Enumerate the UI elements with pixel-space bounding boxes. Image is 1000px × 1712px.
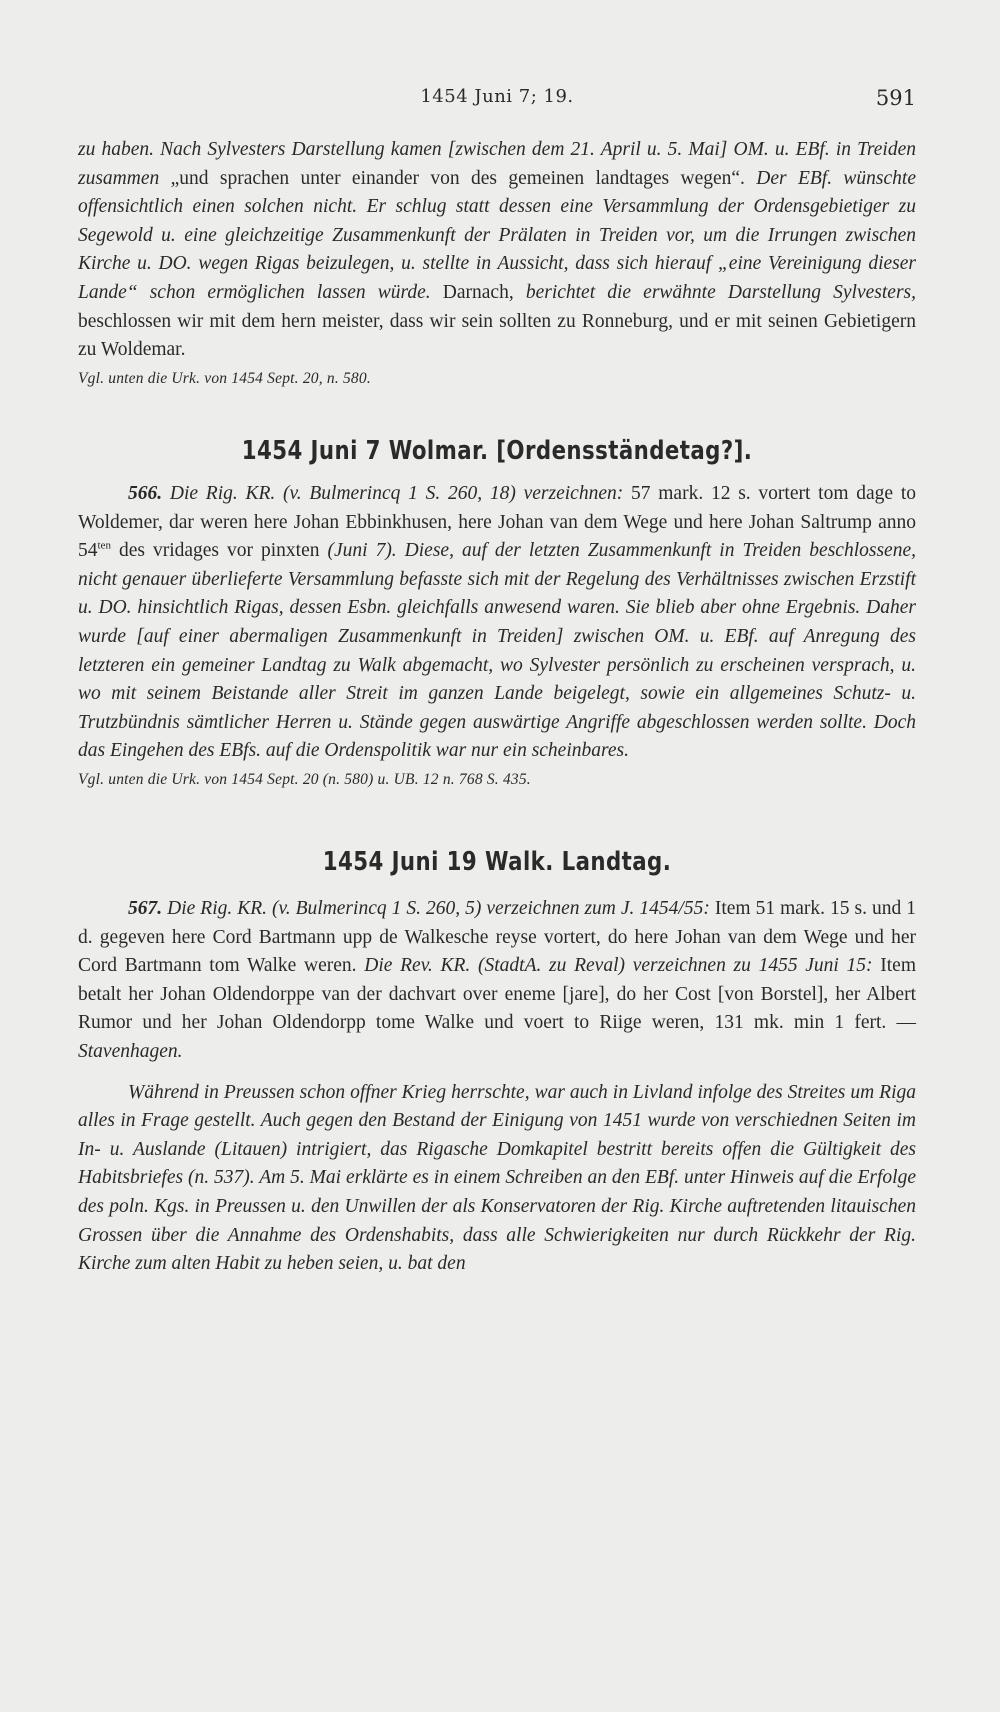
p1-text-3: Der EBf. wünschte offensichtlich einen solchen nicht. Er schlug statt dessen eine Versammlung der Ordensgebietiger zu Segewold u. eine gleichzeitige Zusammenkunft der Prälaten in Treiden vor, um die Irrungen zwischen Kirche u. DO. wegen Rigas beizulegen, u. stellte in Aussicht, dass sich hierauf „eine Vereinigung dieser Lande“ schon ermöglichen lassen würde.	[78, 167, 916, 303]
p3-text-3: Die Rev. KR. (StadtA. zu Reval) verzeichnen zu 1455 Juni 15:	[364, 955, 873, 977]
p3-text-2: Item 51 mark. 15 s. und 1 d. gegeven here Cord Bartmann upp de Walkesche reyse vortert, do here Johan van dem Wege und her Cord Bartmann tom Walke weren.	[78, 898, 916, 977]
running-head-date: 1454 Juni 7; 19.	[420, 86, 574, 107]
p3-text-1: Die Rig. KR. (v. Bulmerincq 1 S. 260, 5) verzeichnen zum J. 1454/55:	[162, 898, 710, 920]
page-number: 591	[875, 86, 916, 110]
paragraph-commentary: Während in Preussen schon offner Krieg herrschte, war auch in Livland infolge des Streites um Riga alles in Frage gestellt. Auch gegen den Bestand der Einigung von 1451 wurde von verschiednen Seiten im In- u. Auslande (Litauen) intrigiert, das Rigasche Domkapitel bestritt bereits offen die Gültigkeit des Habitsbriefes (n. 537). Am 5. Mai erklärte es in einem Schreiben an den EBf. unter Hinweis auf die Erfolge des poln. Kgs. in Preussen u. den Unwillen der als Konservatoren der Rig. Kirche auftretenden litauischen Grossen über die Annahme des Ordenshabits, dass alle Schwierigkeiten nur durch Rückkehr der Rig. Kirche zum alten Habit zu heben seien, u. bat den	[78, 1081, 916, 1275]
p2-text-3: des vridages vor pinxten	[110, 540, 328, 562]
entry-heading-567: 1454 Juni 19 Walk. Landtag.	[322, 847, 672, 878]
p3-text-5: Stavenhagen.	[78, 1041, 183, 1063]
paragraph-gap	[78, 1067, 916, 1079]
paragraph-566	[78, 480, 916, 766]
p2-text-1: Die Rig. KR. (v. Bulmerincq 1 S. 260, 18) verzeichnen:	[162, 482, 624, 504]
reference-note-2: Vgl. unten die Urk. von 1454 Sept. 20 (n. 580) u. UB. 12 n. 768 S. 435.	[78, 770, 531, 788]
p1-text-2: „und sprachen unter einander von des gemeinen landtages wegen“.	[159, 167, 757, 189]
entry-number-566: 566.	[128, 482, 163, 504]
p2-text-4: (Juni 7). Diese, auf der letzten Zusammenkunft in Treiden beschlossene, nicht genauer überlieferte Versammlung befasste sich mit der Regelung des Verhältnisses zwischen Erzstift u. DO. hinsichtlich Rigas, dessen Esbn. gleichfalls anwesend waren. Sie blieb aber ohne Ergebnis. Daher wurde [auf einer abermaligen Zusammenkunft in Treiden] zwischen OM. u. EBf. auf Anregung des letzteren ein gemeiner Landtag zu Walk abgemacht, wo Sylvester persönlich zu erscheinen versprach, u. wo mit seinem Beistande aller Streit im ganzen Lande beigelegt, sowie ein allgemeines Schutz- u. Trutzbündnis sämtlicher Herren u. Stände gegen auswärtige Angriffe abgeschlossen werden sollte. Doch das Eingehen des EBfs. auf die Ordenspolitik war nur ein scheinbares.	[78, 540, 916, 762]
paragraph-567	[78, 895, 916, 1067]
reference-note-1: Vgl. unten die Urk. von 1454 Sept. 20, n. 580.	[78, 369, 371, 387]
p1-text-6: beschlossen wir mit dem hern meister, dass wir sein sollten zu Ronneburg, und er mit seinen Gebietigern zu Woldemar.	[78, 310, 916, 361]
document-body	[78, 136, 916, 1279]
paragraph-sylvester	[78, 136, 916, 365]
p1-text-5: berichtet die erwähnte Darstellung Sylvesters,	[525, 281, 917, 303]
p1-text-4: Darnach,	[430, 281, 526, 303]
p2-text-2: 57 mark. 12 s. vortert tom dage to Woldemer, dar weren here Johan Ebbinkhusen, here Johan van dem Wege und here Johan Saltrump anno 54	[78, 482, 916, 562]
p3-text-4: Item betalt her Johan Oldendorppe van der dachvart over eneme [jare], do her Cost [von Borstel], her Albert Rumor und her Johan Oldendorpp tome Walke und voert to Riige weren, 131 mk. min 1 fert. —	[78, 955, 917, 1034]
running-head	[78, 82, 916, 114]
entry-number-567: 567.	[128, 898, 163, 920]
entry-heading-566: 1454 Juni 7 Wolmar. [Ordensständetag?].	[241, 436, 753, 467]
p1-text-1: zu haben. Nach Sylvesters Darstellung kamen [zwischen dem 21. April u. 5. Mai] OM. u. EBf. in Treiden zusammen	[78, 139, 916, 189]
p2-superscript: ten	[97, 539, 111, 552]
